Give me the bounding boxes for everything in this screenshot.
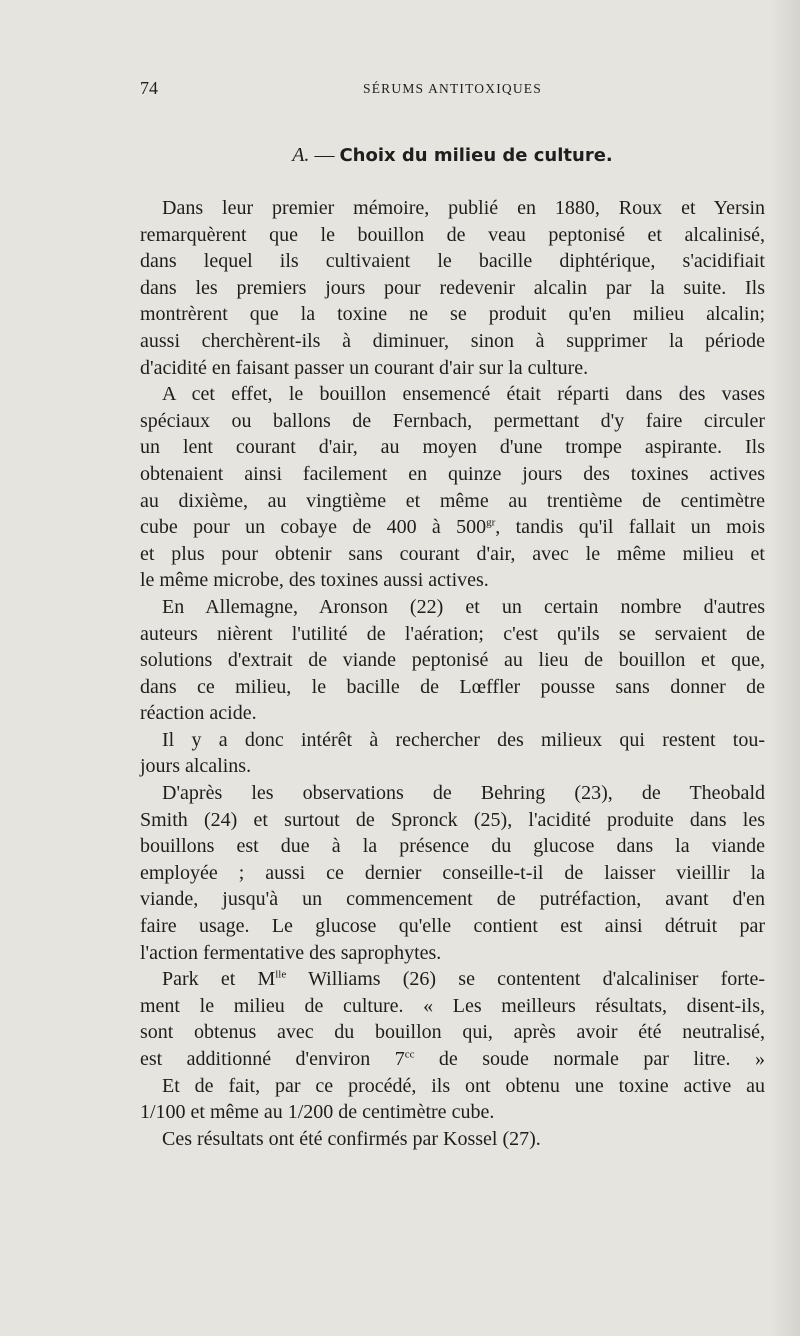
line-text: auteurs nièrent l'utilité de l'aération; c'est qu'ils se servaient de [140,622,765,645]
line-text: un lent courant d'air, au moyen d'une trompe aspirante. Ils [140,436,765,459]
text-line [140,461,765,488]
line-text: A cet effet, le bouillon ensemencé était réparti dans des vases [162,383,765,406]
text-line [140,621,765,648]
text-line [140,886,765,913]
text-line [140,647,765,674]
line-text-continued: de soude normale par litre. » [414,1048,765,1070]
text-line [140,913,765,940]
line-text: dans ce milieu, le bacille de Lœffler pousse sans donner de [140,675,765,698]
text-line [140,1099,765,1126]
text-line [140,940,765,967]
section-title: Choix du milieu de culture. [339,145,613,166]
text-line [140,727,765,754]
line-text: 1/100 et même au 1/200 de centimètre cube. [140,1101,495,1124]
line-text: cube pour un cobaye de 400 à 500 [140,516,487,539]
line-text: viande, jusqu'à un commencement de putréfaction, avant d'en [140,888,765,911]
text-line [140,700,765,727]
line-text: obtenaient ainsi facilement en quinze jours des toxines actives [140,462,765,485]
line-text: faire usage. Le glucose qu'elle contient est ainsi détruit par [140,915,765,938]
line-text: d'acidité en faisant passer un courant d'air sur la culture. [140,356,589,379]
line-text: ment le milieu de culture. « Les meilleurs résultats, disent-ils, [140,994,765,1017]
text-line [140,275,765,302]
line-text: sont obtenus avec du bouillon qui, après avoir été neutralisé, [140,1021,765,1044]
line-text: remarquèrent que le bouillon de veau peptonisé et alcalinisé, [140,223,765,246]
text-line [140,1073,765,1100]
text-line [140,807,765,834]
text-line [140,674,765,701]
text-line [140,753,765,780]
text-line [140,966,765,993]
text-line [140,301,765,328]
page-edge-shadow [770,0,800,1336]
line-text: D'après les observations de Behring (23), de Theobald [162,782,765,805]
line-text: dans lequel ils cultivaient le bacille diphtérique, s'acidifiait [140,250,765,273]
line-text: Ces résultats ont été confirmés par Kossel (27). [162,1127,541,1150]
line-text: est additionné d'environ 7 [140,1048,405,1070]
line-text: bouillons est due à la présence du glucose dans la viande [140,835,765,858]
superscript: gr [486,516,496,529]
text-line [140,1046,765,1073]
text-line [140,408,765,435]
text-line [140,248,765,275]
page-number: 74 [140,78,158,98]
running-title: SÉRUMS ANTITOXIQUES [363,81,542,96]
section-dash: — [309,144,340,166]
line-text: montrèrent que la toxine ne se produit qu'en milieu alcalin; [140,303,765,326]
text-line [140,488,765,515]
text-line [140,594,765,621]
text-line [140,567,765,594]
text-line [140,780,765,807]
line-text: spéciaux ou ballons de Fernbach, permettant d'y faire circuler [140,409,765,432]
line-text-continued: Williams (26) se contentent d'alcaliniser forte- [286,968,765,991]
text-line [140,1126,765,1153]
line-text: réaction acide. [140,702,257,725]
line-text: solutions d'extrait de viande peptonisé au lieu de bouillon et que, [140,649,765,672]
text-line [140,381,765,408]
text-line [140,434,765,461]
text-line [140,860,765,887]
line-text: Smith (24) et surtout de Spronck (25), l'acidité produite dans les [140,808,765,831]
line-text: employée ; aussi ce dernier conseille-t-il de laisser vieillir la [140,861,765,884]
superscript: lle [275,968,287,981]
line-text: jours alcalins. [140,755,252,778]
text-line [140,355,765,382]
line-text: Park et M [162,968,276,991]
text-line [140,222,765,249]
text-line [140,541,765,568]
line-text-continued: , tandis qu'il fallait un mois [495,516,765,539]
text-line [140,1019,765,1046]
text-line [140,833,765,860]
body-text [140,195,765,1152]
section-heading [140,144,765,167]
line-text: dans les premiers jours pour redevenir alcalin par la suite. Ils [140,276,765,299]
line-text: Il y a donc intérêt à rechercher des milieux qui restent tou- [162,728,765,751]
line-text: l'action fermentative des saprophytes. [140,941,442,964]
superscript: cc [404,1048,415,1061]
page-header [140,78,765,102]
section-letter: A. [292,144,310,166]
line-text: le même microbe, des toxines aussi actives. [140,569,489,592]
line-text: Dans leur premier mémoire, publié en 1880, Roux et Yersin [162,197,765,219]
line-text: Et de fait, par ce procédé, ils ont obtenu une toxine active au [162,1074,765,1097]
line-text: aussi cherchèrent-ils à diminuer, sinon à supprimer la période [140,329,765,352]
text-line [140,195,765,222]
text-line [140,993,765,1020]
line-text: au dixième, au vingtième et même au trentième de centimètre [140,489,765,512]
text-line [140,328,765,355]
line-text: et plus pour obtenir sans courant d'air, avec le même milieu et [140,542,765,565]
line-text: En Allemagne, Aronson (22) et un certain nombre d'autres [162,595,765,618]
text-line [140,514,765,541]
